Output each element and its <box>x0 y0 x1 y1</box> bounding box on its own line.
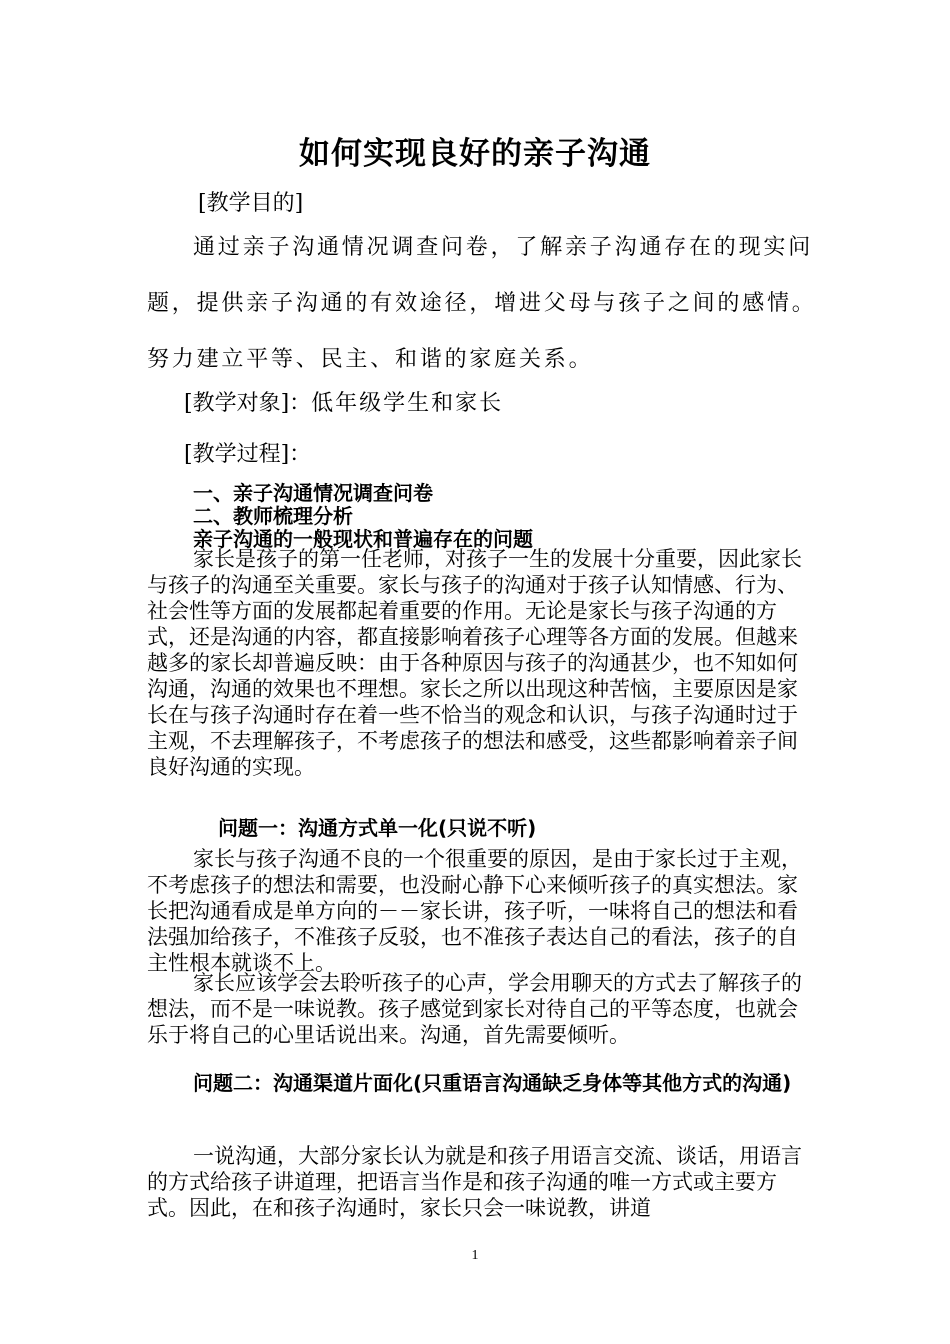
process-heading: [教学过程]： <box>184 442 312 467</box>
section-two-heading: 二、教师梳理分析 <box>193 504 353 528</box>
audience-text: 低年级学生和家长 <box>311 391 504 416</box>
paragraph-listening: 家长应该学会去聆听孩子的心声，学会用聊天的方式去了解孩子的想法，而不是一味说教。孩子感觉到家长对待自己的平等态度，也就会乐于将自己的心里话说出来。沟通，首先需要倾听。 <box>147 971 802 1047</box>
paragraph-problem-one: 家长与孩子沟通不良的一个很重要的原因，是由于家长过于主观，不考虑孩子的想法和需要，也没耐心静下心来倾听孩子的真实想法。家长把沟通看成是单方向的－－家长讲，孩子听，一味将自己的想法和看法强加给孩子，不准孩子反驳，也不准孩子表达自己的看法，孩子的自主性根本就谈不上。 <box>147 847 802 975</box>
objective-heading: [教学目的] <box>198 191 304 216</box>
page-number: 1 <box>471 1248 479 1263</box>
paragraph-status: 家长是孩子的第一任老师，对孩子一生的发展十分重要，因此家长与孩子的沟通至关重要。家长与孩子的沟通对于孩子认知情感、行为、社会性等方面的发展都起着重要的作用。无论是家长与孩子沟通的方式，还是沟通的内容，都直接影响着孩子心理等各方面的发展。但越来越多的家长却普遍反映：由于各种原因与孩子的沟通甚少，也不知如何沟通，沟通的效果也不理想。家长之所以出现这种苦恼，主要原因是家长在与孩子沟通时存在着一些不恰当的观念和认识，与孩子沟通时过于主观，不去理解孩子，不考虑孩子的想法和感受，这些都影响着亲子间良好沟通的实现。 <box>147 547 802 779</box>
audience-line <box>184 386 503 417</box>
status-subheading: 亲子沟通的一般现状和普遍存在的问题 <box>193 527 533 551</box>
problem-one-heading: 问题一：沟通方式单一化(只说不听) <box>218 816 537 840</box>
audience-heading: [教学对象]： <box>184 391 312 416</box>
paragraph-problem-two: 一说沟通，大部分家长认为就是和孩子用语言交流、谈话，用语言的方式给孩子讲道理，把语言当作是和孩子沟通的唯一方式或主要方式。因此，在和孩子沟通时，家长只会一味说教，讲道 <box>147 1144 802 1220</box>
problem-two-heading: 问题二：沟通渠道片面化(只重语言沟通缺乏身体等其他方式的沟通) <box>193 1071 792 1095</box>
document-title: 如何实现良好的亲子沟通 <box>299 136 651 172</box>
section-one-heading: 一、亲子沟通情况调查问卷 <box>193 481 433 505</box>
objective-paragraph: 通过亲子沟通情况调查问卷，了解亲子沟通存在的现实问题，提供亲子沟通的有效途径，增进父母与孩子之间的感情。努力建立平等、民主、和谐的家庭关系。 <box>147 235 817 372</box>
